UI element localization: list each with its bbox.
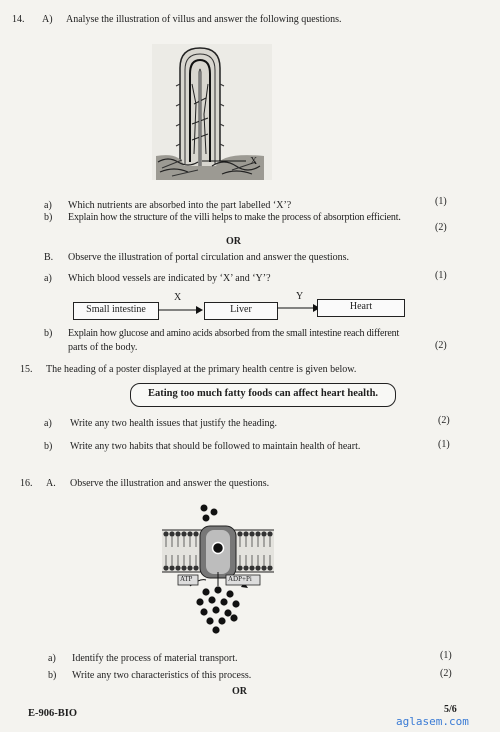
poster-heading: Eating too much fatty foods can affect heart health.: [130, 383, 396, 407]
q14-part-a-letter: A): [42, 14, 53, 25]
flow-box-liver: Liver: [204, 302, 278, 320]
q14bb-marks: (2): [435, 340, 447, 351]
flow-box-heart: Heart: [317, 299, 405, 317]
villus-label-x: X: [250, 156, 258, 167]
membrane-transport-illustration: [160, 502, 276, 634]
flow-label-x: X: [174, 292, 182, 303]
q14a-text: Which nutrients are absorbed into the part labelled ‘X’?: [68, 200, 292, 211]
q16a-marks: (1): [440, 650, 452, 661]
q14b-letter: b): [44, 212, 53, 223]
q14a-marks: (1): [435, 196, 447, 207]
q16a-text: Identify the process of material transport.: [72, 653, 238, 664]
flow-arrow-y: [277, 303, 321, 313]
q14ba-text: Which blood vessels are indicated by ‘X’ and ‘Y’?: [68, 273, 271, 284]
q15a-letter: a): [44, 418, 52, 429]
q14a-letter: a): [44, 200, 52, 211]
page-number: 5/6: [444, 704, 457, 715]
exam-code: E-906-BIO: [28, 708, 78, 719]
adp-label: ADP+Pi: [228, 575, 252, 583]
q15-number: 15.: [20, 364, 33, 375]
q16-instruction: Observe the illustration and answer the questions.: [70, 478, 270, 489]
q14ba-marks: (1): [435, 270, 447, 281]
q15-intro: The heading of a poster displayed at the primary health centre is given below.: [46, 364, 357, 375]
q14bb-letter: b): [44, 328, 53, 339]
q14-part-b-instruction: Observe the illustration of portal circulation and answer the questions.: [68, 252, 350, 263]
q14bb-line2: parts of the body.: [68, 342, 138, 353]
q15b-marks: (1): [438, 439, 450, 450]
atp-label: ATP: [180, 575, 193, 583]
q16b-letter: b): [48, 670, 57, 681]
q14ba-letter: a): [44, 273, 52, 284]
flow-arrow-x: [158, 305, 204, 315]
q14b-marks: (2): [435, 222, 447, 233]
q14-or: OR: [226, 236, 241, 247]
watermark: aglasem.com: [396, 715, 469, 728]
q15a-text: Write any two health issues that justify the heading.: [70, 418, 278, 429]
q15b-letter: b): [44, 441, 53, 452]
flow-label-y: Y: [296, 291, 304, 302]
q15b-text: Write any two habits that should be followed to maintain health of heart.: [70, 441, 361, 452]
q14b-text: Explain how the structure of the villi helps to make the process of absorption efficient.: [68, 212, 401, 223]
q16a-letter: a): [48, 653, 56, 664]
q14-number: 14.: [12, 14, 25, 25]
q16-or: OR: [232, 686, 247, 697]
q16b-text: Write any two characteristics of this process.: [72, 670, 252, 681]
q14-part-b-letter: B.: [44, 252, 54, 263]
flow-box-small-intestine: Small intestine: [73, 302, 159, 320]
q16-part-letter: A.: [46, 478, 56, 489]
q16b-marks: (2): [440, 668, 452, 679]
q14-part-a-instruction: Analyse the illustration of villus and answer the following questions.: [66, 14, 342, 25]
q14bb-line1: Explain how glucose and amino acids absorbed from the small intestine reach different: [68, 328, 400, 339]
q15a-marks: (2): [438, 415, 450, 426]
q16-number: 16.: [20, 478, 33, 489]
